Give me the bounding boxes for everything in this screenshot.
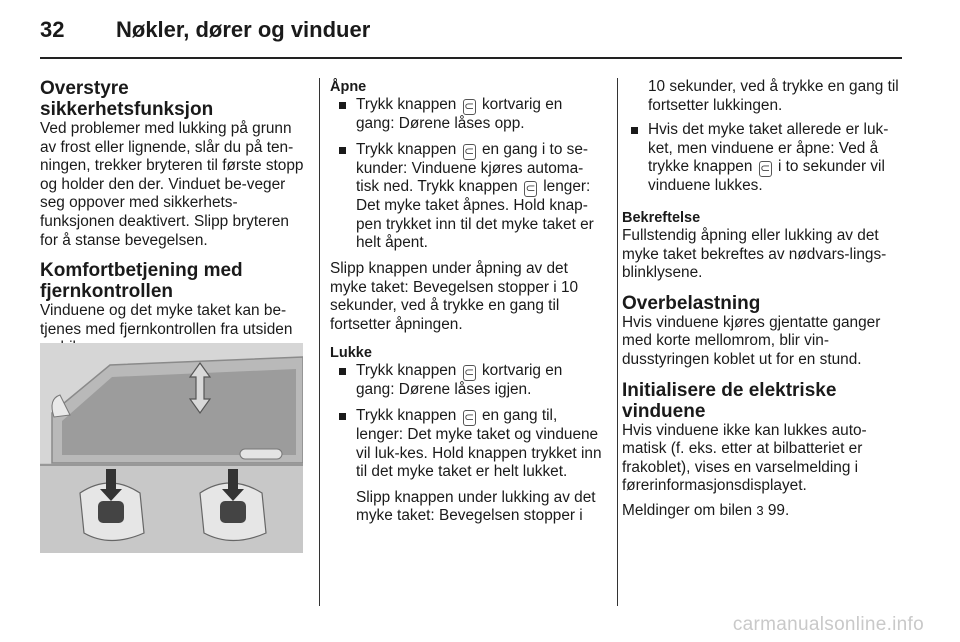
column-divider-right xyxy=(617,78,618,606)
list-item: Trykk knappen ⊂ en gang til, lenger: Det myke taket og vinduene vil luk-kes. Hold knappen trykket inn til det myke taket er helt lukket. xyxy=(330,407,604,482)
list-item: Hvis det myke taket allerede er luk-ket, men vinduene er åpne: Ved å trykke knappen ⊂ i to sekunder vil vinduene lukkes. xyxy=(622,121,904,196)
unlock-button-icon: ⊂ xyxy=(464,99,475,113)
section-heading-overload: Overbelastning xyxy=(622,292,761,314)
paragraph-close-release: Slipp knappen under lukking av det myke taket: Bevegelsen stopper i xyxy=(356,488,596,525)
unlock-button-icon: ⊂ xyxy=(464,143,475,158)
list-item: Trykk knappen ⊂ kortvarig en gang: Dørene låses igjen. xyxy=(330,362,604,400)
lock-button-icon: ⊂ xyxy=(464,409,475,424)
subheading-open: Åpne xyxy=(330,79,367,95)
close-windows-list xyxy=(622,121,904,196)
paragraph-init: Hvis vinduene ikke kan lukkes auto-matisk (f. eks. etter at bilbatteriet er frakoblet), vises en varselmelding i førerinformasjonsdisplayet. xyxy=(622,421,867,495)
column-middle xyxy=(330,78,604,526)
paragraph-messages: Meldinger om bilen 3 99. xyxy=(622,501,790,519)
column-divider-left xyxy=(319,78,320,606)
subheading-close: Lukke xyxy=(330,345,372,362)
section-heading-override: Overstyre sikkerhetsfunksjon xyxy=(40,78,214,120)
paragraph-overload: Hvis vinduene kjøres gjentatte ganger med korte mellomrom, blir vin-dusstyringen koblet ut for en stund. xyxy=(622,313,881,368)
unlock-button-icon: ⊂ xyxy=(525,181,536,196)
column-right xyxy=(622,78,904,521)
page-reference-icon: 3 xyxy=(756,502,764,518)
page-reference-link[interactable]: 99. xyxy=(767,501,790,519)
section-heading-comfort: Komfortbetjening med fjernkontrollen xyxy=(40,260,243,303)
list-item: Trykk knappen ⊂ kortvarig en gang: Dørene låses opp. xyxy=(330,96,604,134)
paragraph-open-release: Slipp knappen under åpning av det myke taket: Bevegelsen stopper i 10 sekunder, ved å trykke en gang til fortsetter åpningen. xyxy=(330,259,579,333)
car-window-remote-illustration xyxy=(40,343,303,553)
page-number: 32 xyxy=(40,17,65,42)
lock-button-icon: ⊂ xyxy=(464,365,475,380)
watermark: carmanualsonline.info xyxy=(732,614,924,635)
paragraph-close-continue: 10 sekunder, ved å trykke en gang til fortsetter lukkingen. xyxy=(648,78,899,114)
paragraph-comfort: Vinduene og det myke taket kan be-tjenes med fjernkontrollen fra utsiden xyxy=(40,302,293,338)
open-steps-list xyxy=(330,96,604,253)
chapter-title: Nøkler, dører og vinduer xyxy=(116,17,371,42)
section-heading-init: Initialisere de elektriske vinduene xyxy=(622,379,837,422)
lock-button-icon: ⊂ xyxy=(760,161,771,176)
paragraph-override: Ved problemer med lukking på grunn av frost eller lignende, slår du på ten-ningen, trekker bryteren til første stopp og holder den der. Vinduet be-veger seg oppover med sikkerhets-funksjonen deaktivert. Slipp bryteren for å stanse bevegelsen. xyxy=(40,120,304,249)
paragraph-confirmation: Fullstendig åpning eller lukking av det myke taket bekreftes av nødvars-lings-blinklysene. xyxy=(622,226,887,282)
header-divider xyxy=(40,57,902,59)
close-steps-list xyxy=(330,362,604,481)
list-item: Trykk knappen ⊂ en gang i to se-kunder: Vinduene kjøres automa-tisk ned. Trykk knappen ⊂ lenger: Det myke taket åpnes. Hold knap-pen trykket inn til det myke taket er helt åpent. xyxy=(330,141,604,253)
subheading-confirmation: Bekreftelse xyxy=(622,209,701,226)
column-left xyxy=(40,78,304,358)
